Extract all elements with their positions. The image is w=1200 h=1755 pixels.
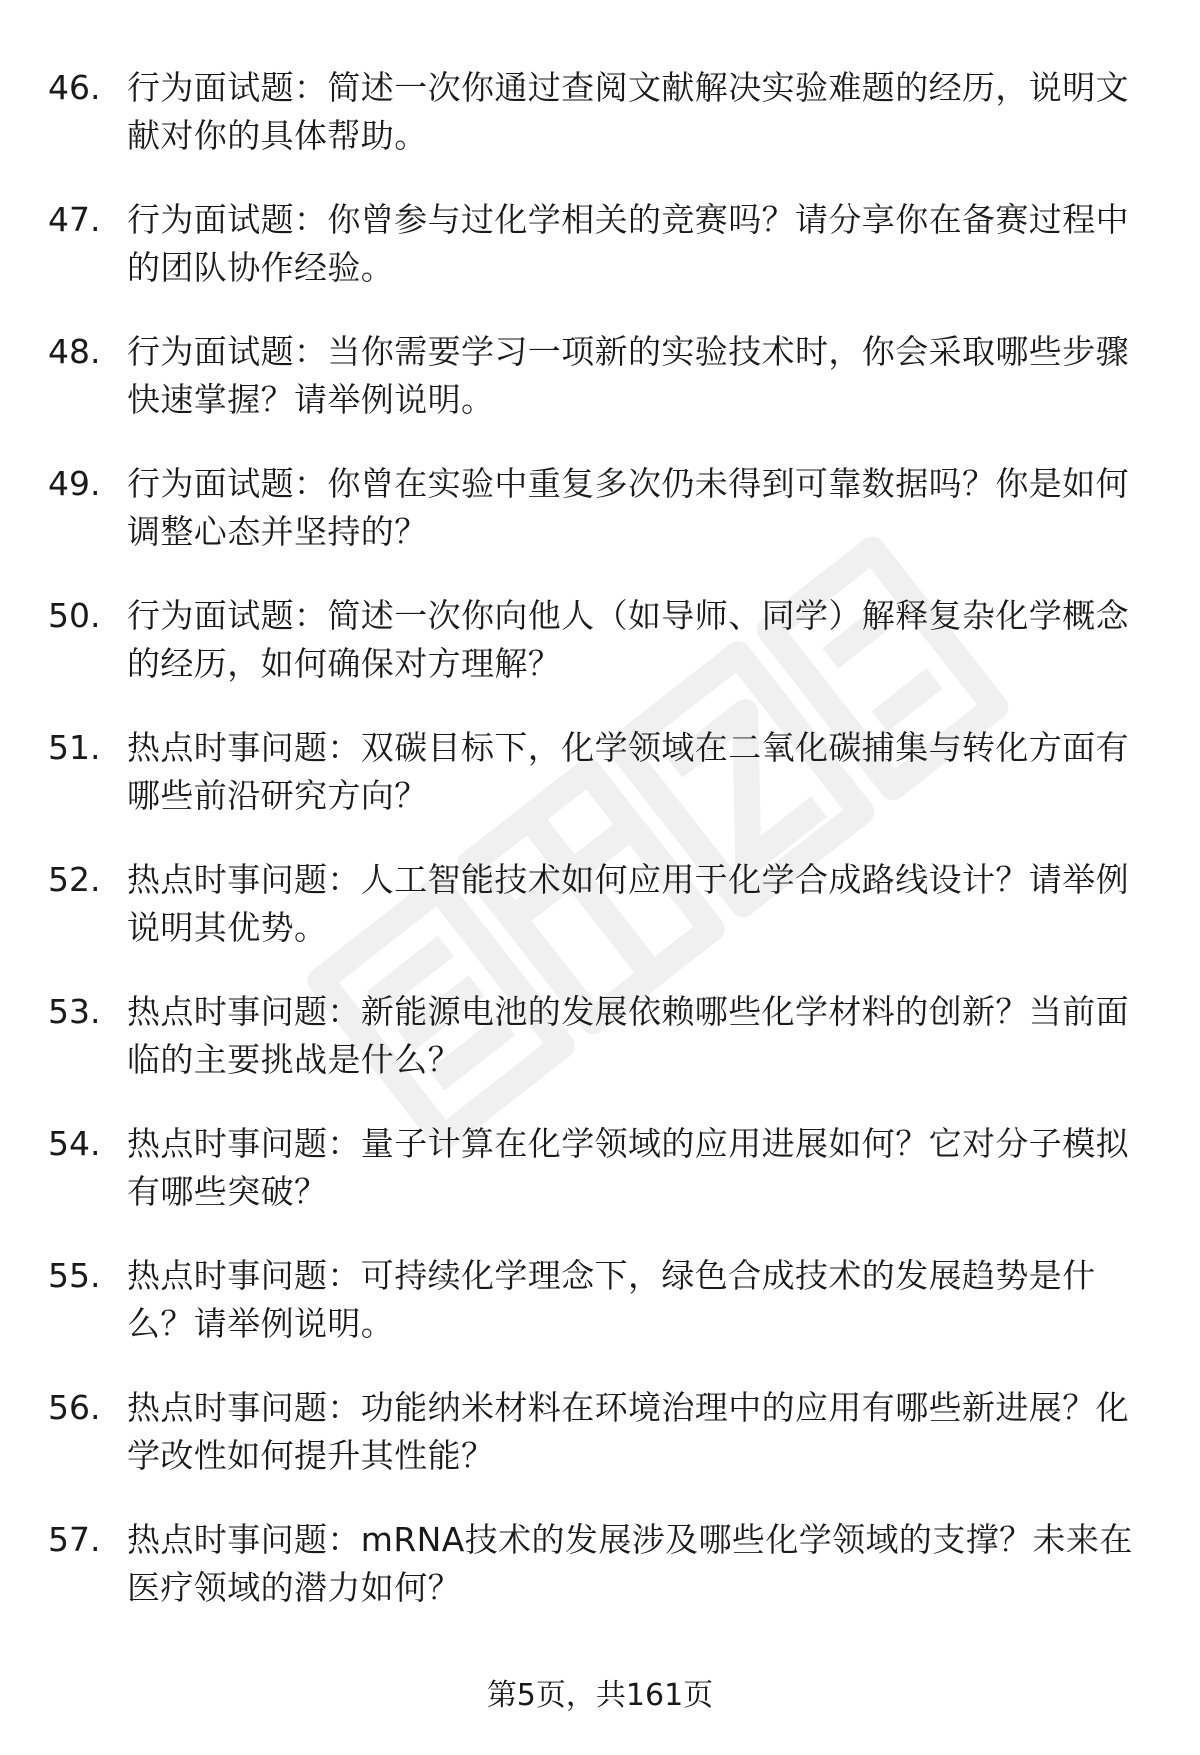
question-text: 热点时事问题：可持续化学理念下，绿色合成技术的发展趋势是什么？请举例说明。 <box>127 1256 1096 1343</box>
question-number: 54. <box>48 1124 101 1163</box>
list-item <box>0 1378 1200 1510</box>
question-text: 行为面试题：简述一次你向他人（如导师、同学）解释复杂化学概念的经历，如何确保对方理解？ <box>127 596 1129 683</box>
question-text: 热点时事问题：mRNA技术的发展涉及哪些化学领域的支撑？未来在医疗领域的潜力如何？ <box>127 1520 1133 1607</box>
list-item <box>0 454 1200 586</box>
question-text: 热点时事问题：双碳目标下，化学领域在二氧化碳捕集与转化方面有哪些前沿研究方向？ <box>127 728 1129 815</box>
question-number: 50. <box>48 596 101 635</box>
list-item <box>0 586 1200 718</box>
page-footer: 第5页，共161页 <box>486 1678 714 1713</box>
question-number: 48. <box>48 332 101 371</box>
list-item <box>0 322 1200 454</box>
question-text: 热点时事问题：功能纳米材料在环境治理中的应用有哪些新进展？化学改性如何提升其性能？ <box>127 1388 1129 1475</box>
question-number: 56. <box>48 1388 101 1427</box>
question-text: 热点时事问题：新能源电池的发展依赖哪些化学材料的创新？当前面临的主要挑战是什么？ <box>127 992 1129 1079</box>
list-item <box>0 58 1200 190</box>
question-text: 行为面试题：简述一次你通过查阅文献解决实验难题的经历，说明文献对你的具体帮助。 <box>127 68 1129 155</box>
question-text: 行为面试题：当你需要学习一项新的实验技术时，你会采取哪些步骤快速掌握？请举例说明。 <box>127 332 1129 419</box>
question-number: 47. <box>48 200 101 239</box>
list-item <box>0 1246 1200 1378</box>
question-number: 51. <box>48 728 101 767</box>
question-text: 行为面试题：你曾参与过化学相关的竞赛吗？请分享你在备赛过程中的团队协作经验。 <box>127 200 1129 287</box>
question-number: 53. <box>48 992 101 1031</box>
question-list <box>0 58 1200 1642</box>
question-number: 52. <box>48 860 101 899</box>
question-number: 49. <box>48 464 101 503</box>
list-item <box>0 190 1200 322</box>
question-text: 行为面试题：你曾在实验中重复多次仍未得到可靠数据吗？你是如何调整心态并坚持的？ <box>127 464 1129 551</box>
question-text: 热点时事问题：量子计算在化学领域的应用进展如何？它对分子模拟有哪些突破？ <box>127 1124 1129 1211</box>
list-item <box>0 850 1200 982</box>
list-item <box>0 982 1200 1114</box>
question-number: 57. <box>48 1520 101 1559</box>
question-text: 热点时事问题：人工智能技术如何应用于化学合成路线设计？请举例说明其优势。 <box>127 860 1129 947</box>
list-item <box>0 1114 1200 1246</box>
list-item <box>0 1510 1200 1642</box>
question-number: 46. <box>48 68 101 107</box>
question-number: 55. <box>48 1256 101 1295</box>
list-item <box>0 718 1200 850</box>
